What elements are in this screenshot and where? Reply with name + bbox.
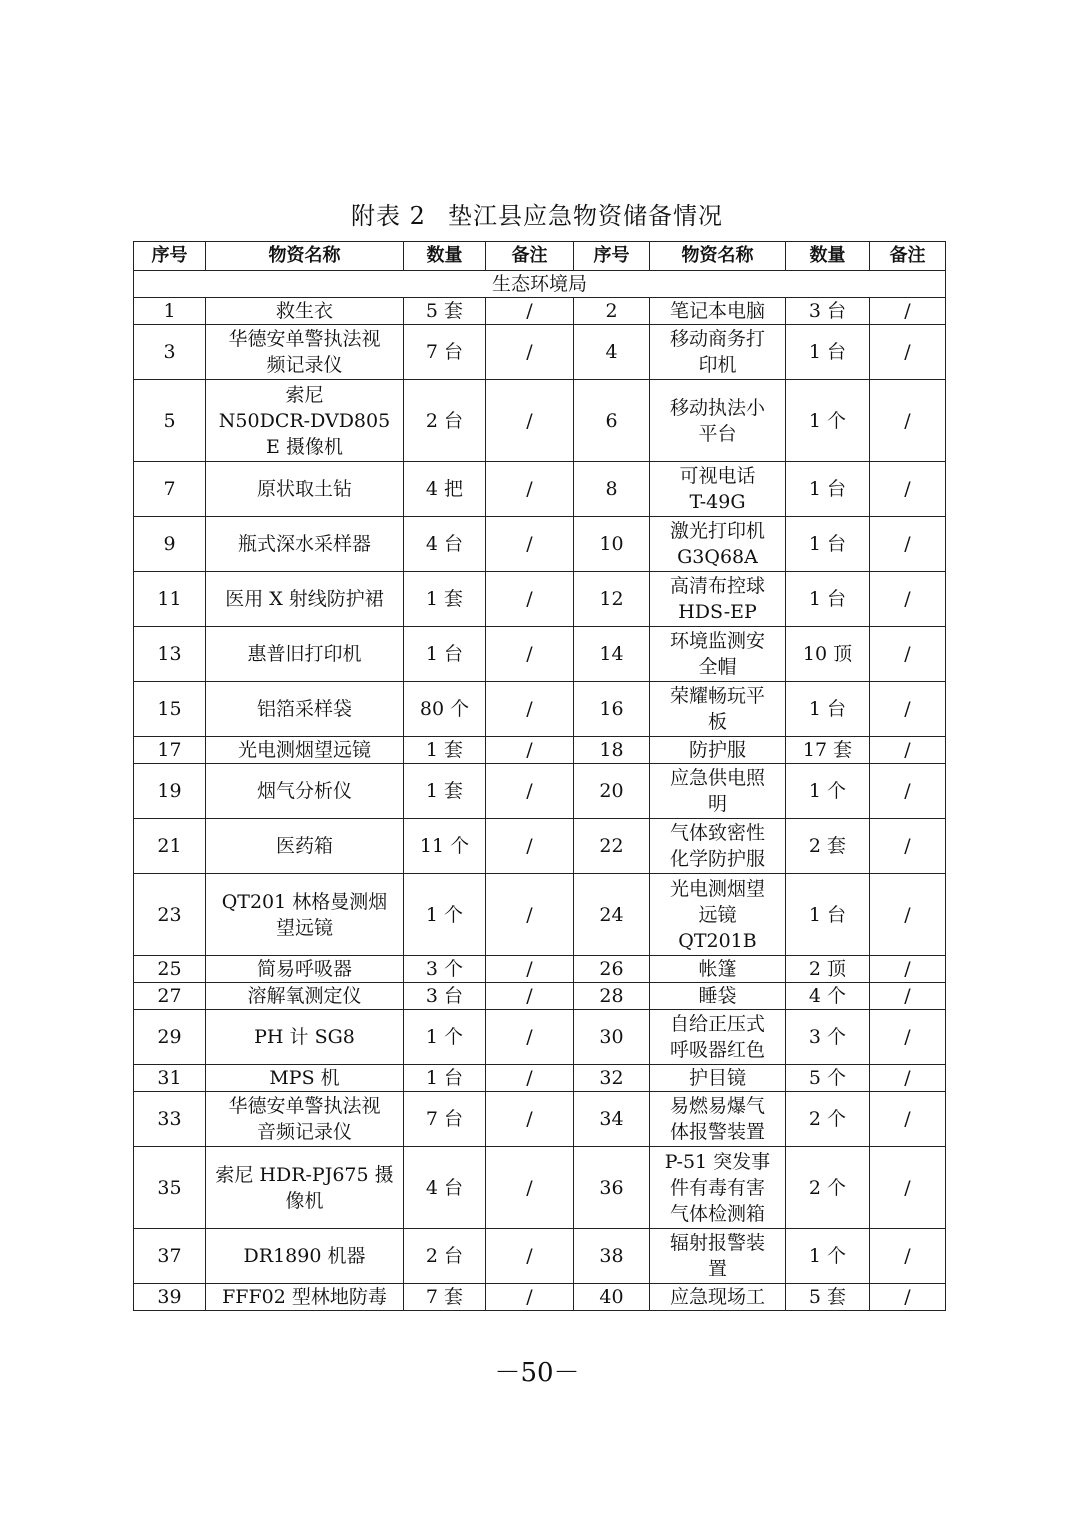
- item-remark-cell: /: [486, 819, 574, 874]
- item-name-line: 自给正压式: [669, 1013, 765, 1035]
- item-name-cell: [206, 737, 404, 764]
- item-remark-cell: /: [486, 462, 574, 517]
- item-remark-cell: /: [486, 956, 574, 983]
- item-name-cell: [650, 1010, 786, 1065]
- table-row: [134, 956, 946, 983]
- item-name-line: 移动执法小: [669, 396, 765, 419]
- item-quantity-cell: 1 台: [786, 572, 870, 627]
- item-name-line: 铝箔采样袋: [256, 698, 352, 720]
- table-row: [134, 380, 946, 462]
- table-row: [134, 517, 946, 572]
- item-quantity-cell: 2 个: [786, 1092, 870, 1147]
- item-number-cell: 28: [574, 983, 650, 1010]
- section-row: [134, 271, 946, 298]
- item-name-line: PH 计 SG8: [254, 1026, 355, 1048]
- document-title: [0, 196, 1074, 231]
- table-row: [134, 1010, 946, 1065]
- header-cell: 数量: [404, 242, 486, 271]
- item-name-line: 板: [707, 711, 727, 733]
- item-number-cell: 3: [134, 325, 206, 380]
- table-row: [134, 983, 946, 1010]
- item-name-line: G3Q68A: [677, 546, 758, 568]
- item-name-cell: [206, 462, 404, 517]
- item-quantity-cell: 2 顶: [786, 956, 870, 983]
- item-quantity-cell: 5 套: [404, 298, 486, 325]
- item-number-cell: 4: [574, 325, 650, 380]
- table-row: [134, 874, 946, 956]
- item-name-cell: [650, 819, 786, 874]
- header-cell: 备注: [486, 242, 574, 271]
- item-name-cell: [206, 956, 404, 983]
- item-number-cell: 37: [134, 1229, 206, 1284]
- header-cell: 数量: [786, 242, 870, 271]
- item-remark-cell: /: [870, 819, 946, 874]
- item-name-line: 帐篷: [698, 958, 737, 980]
- item-quantity-cell: 1 台: [786, 325, 870, 380]
- item-name-line: 望远镜: [275, 916, 333, 939]
- item-name-line: 索尼: [285, 383, 324, 406]
- item-name-cell: [206, 983, 404, 1010]
- item-number-cell: 30: [574, 1010, 650, 1065]
- item-number-cell: 2: [574, 298, 650, 325]
- item-number-cell: 26: [574, 956, 650, 983]
- item-quantity-cell: 1 个: [404, 874, 486, 956]
- item-name-line: 印机: [698, 354, 737, 376]
- header-cell: 序号: [574, 242, 650, 271]
- item-name-line: 救生衣: [275, 300, 333, 322]
- appendix-label: 附表 2: [351, 202, 426, 230]
- table-row: [134, 572, 946, 627]
- item-name-line: FFF02 型林地防毒: [222, 1286, 387, 1308]
- item-number-cell: 12: [574, 572, 650, 627]
- item-quantity-cell: 7 套: [404, 1284, 486, 1311]
- item-name-line: N50DCR-DVD805: [218, 409, 391, 432]
- item-name-cell: [206, 1147, 404, 1229]
- page-number: －50－: [494, 1358, 580, 1388]
- item-name-line: 平台: [698, 422, 737, 445]
- item-name-line: 荣耀畅玩平: [669, 685, 765, 707]
- item-name-cell: [206, 325, 404, 380]
- item-name-line: QT201 林格曼测烟: [221, 890, 388, 913]
- header-cell: 序号: [134, 242, 206, 271]
- item-quantity-cell: 1 套: [404, 737, 486, 764]
- item-quantity-cell: 2 个: [786, 1147, 870, 1229]
- item-name-cell: [650, 983, 786, 1010]
- item-quantity-cell: 3 台: [404, 983, 486, 1010]
- item-remark-cell: /: [486, 682, 574, 737]
- item-name-line: 华德安单警执法视: [228, 1095, 381, 1117]
- item-quantity-cell: 17 套: [786, 737, 870, 764]
- table-row: [134, 1229, 946, 1284]
- item-name-line: 像机: [285, 1189, 324, 1212]
- item-number-cell: 8: [574, 462, 650, 517]
- item-number-cell: 15: [134, 682, 206, 737]
- item-remark-cell: /: [486, 572, 574, 627]
- item-quantity-cell: 1 套: [404, 764, 486, 819]
- item-name-line: 医药箱: [275, 835, 333, 857]
- item-name-cell: [206, 298, 404, 325]
- item-name-cell: [650, 462, 786, 517]
- item-number-cell: 31: [134, 1065, 206, 1092]
- item-name-line: 高清布控球: [669, 575, 765, 597]
- item-number-cell: 22: [574, 819, 650, 874]
- item-name-cell: [206, 819, 404, 874]
- item-remark-cell: /: [486, 1010, 574, 1065]
- item-remark-cell: /: [870, 983, 946, 1010]
- item-number-cell: 36: [574, 1147, 650, 1229]
- item-remark-cell: /: [870, 1010, 946, 1065]
- item-remark-cell: /: [870, 325, 946, 380]
- item-remark-cell: /: [486, 983, 574, 1010]
- item-name-line: 化学防护服: [669, 848, 765, 870]
- item-quantity-cell: 1 台: [786, 874, 870, 956]
- item-number-cell: 1: [134, 298, 206, 325]
- item-name-cell: [650, 298, 786, 325]
- item-name-line: 笔记本电脑: [669, 300, 765, 322]
- item-quantity-cell: 4 台: [404, 517, 486, 572]
- item-name-line: 瓶式深水采样器: [237, 533, 371, 555]
- item-quantity-cell: 3 个: [404, 956, 486, 983]
- item-name-line: 光电测烟望远镜: [237, 739, 371, 761]
- item-name-line: 体报警装置: [669, 1121, 765, 1143]
- table-row: [134, 298, 946, 325]
- item-name-cell: [650, 380, 786, 462]
- item-quantity-cell: 7 台: [404, 325, 486, 380]
- item-remark-cell: /: [870, 764, 946, 819]
- item-name-line: 应急供电照: [669, 767, 765, 789]
- item-remark-cell: /: [870, 874, 946, 956]
- item-remark-cell: /: [486, 1229, 574, 1284]
- item-name-cell: [206, 380, 404, 462]
- item-name-line: 睡袋: [698, 985, 737, 1007]
- item-remark-cell: /: [870, 737, 946, 764]
- item-number-cell: 17: [134, 737, 206, 764]
- item-remark-cell: /: [486, 517, 574, 572]
- table-row: [134, 819, 946, 874]
- item-quantity-cell: 11 个: [404, 819, 486, 874]
- item-remark-cell: /: [870, 298, 946, 325]
- item-remark-cell: /: [486, 874, 574, 956]
- table-row: [134, 1092, 946, 1147]
- item-number-cell: 38: [574, 1229, 650, 1284]
- item-number-cell: 27: [134, 983, 206, 1010]
- item-name-line: E 摄像机: [266, 435, 343, 458]
- item-quantity-cell: 5 套: [786, 1284, 870, 1311]
- item-quantity-cell: 3 台: [786, 298, 870, 325]
- header-cell: 备注: [870, 242, 946, 271]
- item-number-cell: 18: [574, 737, 650, 764]
- item-quantity-cell: 1 台: [786, 517, 870, 572]
- item-name-line: 简易呼吸器: [256, 958, 352, 980]
- item-number-cell: 14: [574, 627, 650, 682]
- item-quantity-cell: 1 台: [786, 462, 870, 517]
- item-remark-cell: /: [486, 627, 574, 682]
- item-quantity-cell: 80 个: [404, 682, 486, 737]
- item-name-cell: [206, 572, 404, 627]
- item-name-cell: [650, 737, 786, 764]
- item-quantity-cell: 1 个: [786, 1229, 870, 1284]
- item-name-line: QT201B: [678, 929, 757, 952]
- item-remark-cell: /: [870, 1229, 946, 1284]
- item-name-cell: [206, 874, 404, 956]
- item-name-line: 置: [707, 1258, 727, 1280]
- item-name-cell: [206, 1010, 404, 1065]
- item-quantity-cell: 2 台: [404, 1229, 486, 1284]
- table-row: [134, 1065, 946, 1092]
- item-name-line: 烟气分析仪: [256, 780, 352, 802]
- header-cell: 物资名称: [650, 242, 786, 271]
- item-name-line: 可视电话: [679, 465, 756, 487]
- item-remark-cell: /: [486, 1147, 574, 1229]
- item-number-cell: 25: [134, 956, 206, 983]
- item-quantity-cell: 4 把: [404, 462, 486, 517]
- item-name-cell: [650, 1065, 786, 1092]
- item-name-cell: [206, 517, 404, 572]
- item-remark-cell: /: [486, 298, 574, 325]
- item-remark-cell: /: [486, 1065, 574, 1092]
- item-name-cell: [650, 1092, 786, 1147]
- table-row: [134, 1147, 946, 1229]
- item-name-line: 件有毒有害: [669, 1176, 765, 1199]
- item-name-line: 远镜: [698, 903, 737, 926]
- item-name-line: 惠普旧打印机: [247, 643, 362, 665]
- item-name-cell: [650, 572, 786, 627]
- item-name-line: 防护服: [688, 739, 746, 761]
- item-name-line: 气体检测箱: [669, 1202, 765, 1225]
- item-name-cell: [206, 1065, 404, 1092]
- item-remark-cell: /: [486, 1092, 574, 1147]
- item-name-line: 频记录仪: [266, 354, 343, 376]
- item-name-line: HDS-EP: [678, 601, 757, 623]
- item-name-line: 音频记录仪: [256, 1121, 352, 1143]
- item-name-line: 激光打印机: [669, 520, 765, 542]
- item-quantity-cell: 1 套: [404, 572, 486, 627]
- table-row: [134, 462, 946, 517]
- item-remark-cell: /: [486, 380, 574, 462]
- table-row: [134, 682, 946, 737]
- item-name-cell: [206, 1092, 404, 1147]
- item-name-cell: [650, 1284, 786, 1311]
- item-name-line: 环境监测安: [669, 630, 765, 652]
- title-text: 垫江县应急物资储备情况: [447, 202, 723, 230]
- item-name-cell: [650, 764, 786, 819]
- item-number-cell: 35: [134, 1147, 206, 1229]
- item-name-line: 溶解氧测定仪: [247, 985, 362, 1007]
- table-row: [134, 1284, 946, 1311]
- item-number-cell: 6: [574, 380, 650, 462]
- item-name-line: 全帽: [698, 656, 737, 678]
- item-name-line: 气体致密性: [669, 822, 765, 844]
- item-remark-cell: /: [870, 1092, 946, 1147]
- item-name-line: DR1890 机器: [243, 1245, 366, 1267]
- item-name-cell: [650, 682, 786, 737]
- item-name-cell: [650, 874, 786, 956]
- item-remark-cell: /: [870, 1284, 946, 1311]
- item-name-line: 护目镜: [688, 1067, 746, 1089]
- item-quantity-cell: 1 台: [404, 1065, 486, 1092]
- item-quantity-cell: 4 台: [404, 1147, 486, 1229]
- item-quantity-cell: 1 个: [404, 1010, 486, 1065]
- supplies-table: [133, 241, 946, 1311]
- item-name-cell: [206, 682, 404, 737]
- item-number-cell: 32: [574, 1065, 650, 1092]
- item-number-cell: 34: [574, 1092, 650, 1147]
- item-name-line: 索尼 HDR-PJ675 摄: [215, 1163, 394, 1186]
- item-name-line: 明: [707, 793, 727, 815]
- item-remark-cell: /: [870, 380, 946, 462]
- item-remark-cell: /: [870, 1147, 946, 1229]
- item-quantity-cell: 3 个: [786, 1010, 870, 1065]
- item-number-cell: 16: [574, 682, 650, 737]
- item-quantity-cell: 1 个: [786, 764, 870, 819]
- item-quantity-cell: 10 顶: [786, 627, 870, 682]
- item-number-cell: 39: [134, 1284, 206, 1311]
- table-row: [134, 764, 946, 819]
- section-title: 生态环境局: [134, 271, 946, 298]
- item-remark-cell: /: [870, 572, 946, 627]
- item-number-cell: 24: [574, 874, 650, 956]
- item-name-cell: [206, 1229, 404, 1284]
- item-name-cell: [206, 627, 404, 682]
- item-number-cell: 29: [134, 1010, 206, 1065]
- item-remark-cell: /: [870, 627, 946, 682]
- item-quantity-cell: 2 台: [404, 380, 486, 462]
- table-row: [134, 325, 946, 380]
- item-name-line: T-49G: [689, 491, 746, 513]
- item-name-line: 应急现场工: [669, 1286, 765, 1308]
- item-name-line: 辐射报警装: [669, 1232, 765, 1254]
- item-name-line: 移动商务打: [669, 328, 765, 350]
- item-number-cell: 21: [134, 819, 206, 874]
- item-remark-cell: /: [870, 1065, 946, 1092]
- item-number-cell: 10: [574, 517, 650, 572]
- item-quantity-cell: 2 套: [786, 819, 870, 874]
- item-remark-cell: /: [870, 956, 946, 983]
- item-number-cell: 20: [574, 764, 650, 819]
- item-name-cell: [206, 764, 404, 819]
- item-number-cell: 5: [134, 380, 206, 462]
- item-remark-cell: /: [870, 682, 946, 737]
- item-name-line: 光电测烟望: [669, 877, 765, 900]
- item-quantity-cell: 5 个: [786, 1065, 870, 1092]
- item-name-line: MPS 机: [269, 1067, 340, 1089]
- item-name-cell: [206, 1284, 404, 1311]
- table-header-row: [134, 242, 946, 271]
- item-name-line: 易燃易爆气: [669, 1095, 765, 1117]
- item-number-cell: 23: [134, 874, 206, 956]
- item-number-cell: 13: [134, 627, 206, 682]
- item-name-cell: [650, 1229, 786, 1284]
- item-number-cell: 9: [134, 517, 206, 572]
- item-name-cell: [650, 1147, 786, 1229]
- item-name-line: 呼吸器红色: [669, 1039, 765, 1061]
- item-name-cell: [650, 956, 786, 983]
- header-cell: 物资名称: [206, 242, 404, 271]
- item-remark-cell: /: [486, 325, 574, 380]
- item-name-cell: [650, 517, 786, 572]
- item-quantity-cell: 4 个: [786, 983, 870, 1010]
- item-quantity-cell: 1 台: [786, 682, 870, 737]
- item-remark-cell: /: [486, 764, 574, 819]
- item-number-cell: 33: [134, 1092, 206, 1147]
- item-number-cell: 19: [134, 764, 206, 819]
- item-number-cell: 40: [574, 1284, 650, 1311]
- item-name-line: 医用 X 射线防护裙: [225, 588, 384, 610]
- item-remark-cell: /: [870, 462, 946, 517]
- item-name-line: P-51 突发事: [664, 1150, 771, 1173]
- item-number-cell: 11: [134, 572, 206, 627]
- item-name-cell: [650, 627, 786, 682]
- item-remark-cell: /: [870, 517, 946, 572]
- table-row: [134, 737, 946, 764]
- item-name-cell: [650, 325, 786, 380]
- item-number-cell: 7: [134, 462, 206, 517]
- table-row: [134, 627, 946, 682]
- item-name-line: 华德安单警执法视: [228, 328, 381, 350]
- item-quantity-cell: 1 台: [404, 627, 486, 682]
- item-quantity-cell: 1 个: [786, 380, 870, 462]
- item-remark-cell: /: [486, 1284, 574, 1311]
- item-quantity-cell: 7 台: [404, 1092, 486, 1147]
- item-remark-cell: /: [486, 737, 574, 764]
- item-name-line: 原状取土钻: [256, 478, 352, 500]
